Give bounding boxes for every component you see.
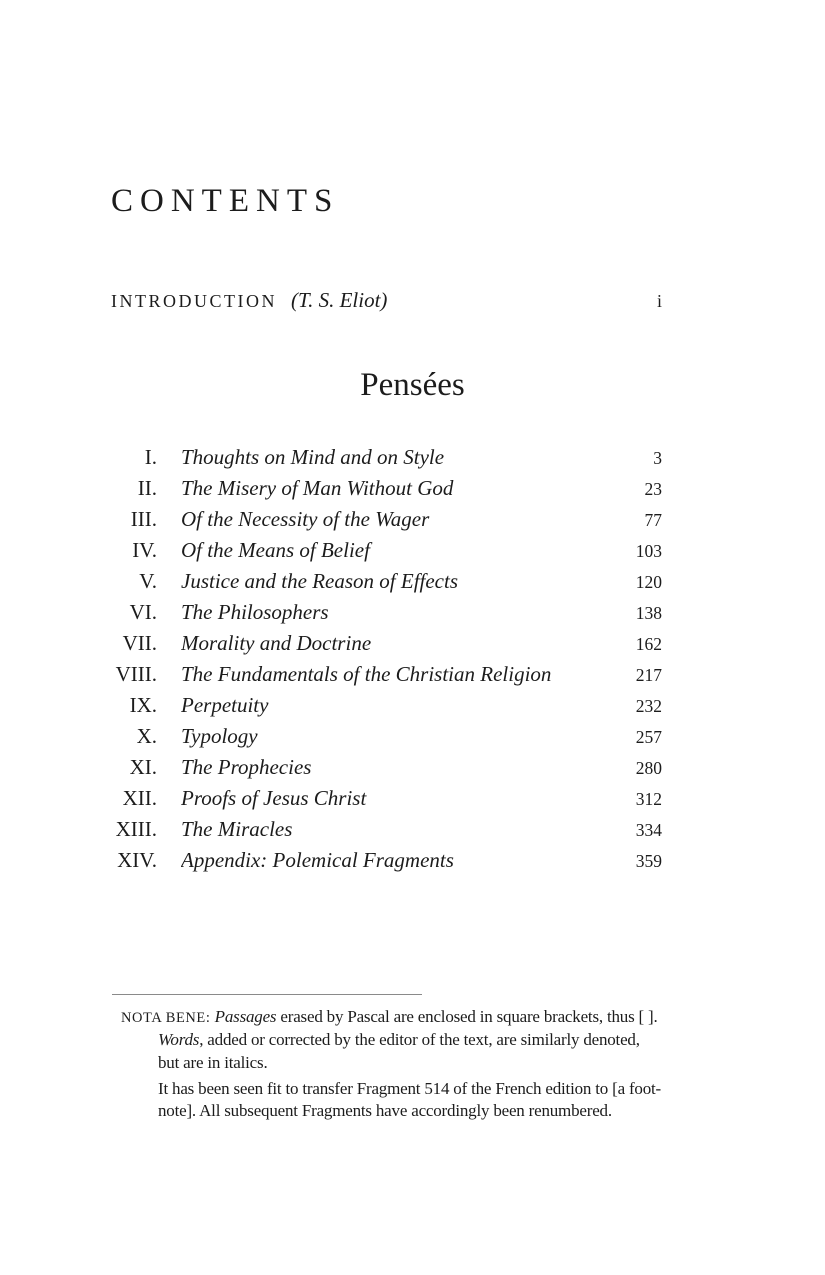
chapter-title: Thoughts on Mind and on Style [181, 445, 445, 469]
chapter-page-number: 217 [635, 665, 662, 685]
toc-row [111, 535, 662, 566]
footnote-line [158, 1052, 661, 1074]
chapter-page-number: 138 [635, 603, 662, 623]
footnote-segment-smallcaps: NOTA BENE: [121, 1010, 215, 1026]
toc-row [111, 845, 662, 876]
toc-row [111, 473, 662, 504]
toc-row [111, 628, 662, 659]
footnote-paragraph [158, 1078, 661, 1123]
chapter-numeral: V. [139, 569, 157, 593]
chapter-numeral: XII. [122, 786, 157, 810]
chapter-title: Of the Means of Belief [181, 538, 370, 562]
footnote-line [158, 1029, 661, 1051]
chapter-title: The Miracles [181, 817, 293, 841]
introduction-label: INTRODUCTION [111, 291, 277, 311]
footnote-segment-normal: erased by Pascal are enclosed in square brackets, thus [ ]. [276, 1007, 658, 1026]
introduction-author: (T. S. Eliot) [290, 288, 388, 312]
chapter-numeral: I. [144, 445, 157, 469]
section-title: Pensées [360, 367, 465, 403]
chapter-numeral: VI. [129, 600, 157, 624]
chapter-numeral: X. [136, 724, 157, 748]
chapter-page-number: 280 [635, 758, 662, 778]
toc-row [111, 597, 662, 628]
footnote-segment-italic: Passages [214, 1007, 277, 1026]
toc-list [111, 442, 662, 876]
toc-row [111, 504, 662, 535]
toc-row [111, 814, 662, 845]
chapter-title: Justice and the Reason of Effects [181, 569, 459, 593]
chapter-page-number: 3 [653, 448, 662, 468]
chapter-title: The Philosophers [181, 600, 329, 624]
chapter-numeral: IX. [129, 693, 157, 717]
footnote-segment-normal: It has been seen fit to transfer Fragment 514 of the French edition to [a foot- [158, 1078, 662, 1098]
chapter-page-number: 120 [635, 572, 662, 592]
footnote-line [158, 1078, 661, 1100]
toc-row [111, 690, 662, 721]
chapter-title: Proofs of Jesus Christ [181, 786, 367, 810]
footnote-segment-normal: but are in italics. [158, 1052, 268, 1072]
footnote-segment-italic: Words [158, 1030, 200, 1050]
chapter-title: Appendix: Polemical Fragments [181, 848, 454, 872]
toc-row [111, 659, 662, 690]
chapter-numeral: VII. [122, 631, 157, 655]
introduction-page-number: i [656, 291, 662, 311]
chapter-title: Morality and Doctrine [181, 631, 372, 655]
toc-row [111, 721, 662, 752]
introduction-entry [111, 288, 662, 313]
chapter-page-number: 23 [644, 479, 662, 499]
footnote [121, 1006, 662, 1122]
toc-row [111, 566, 662, 597]
page-title: CONTENTS [111, 183, 340, 219]
chapter-numeral: XIV. [117, 848, 157, 872]
chapter-page-number: 162 [635, 634, 662, 654]
chapter-numeral: XIII. [115, 817, 157, 841]
chapter-title: Typology [181, 724, 258, 748]
chapter-title: The Misery of Man Without God [181, 476, 454, 500]
chapter-page-number: 334 [635, 820, 662, 840]
chapter-numeral: II. [137, 476, 157, 500]
footnote-rule [112, 994, 422, 995]
chapter-title: The Fundamentals of the Christian Religion [181, 662, 552, 686]
footnote-segment-normal: note]. All subsequent Fragments have accordingly been renumbered. [158, 1101, 612, 1121]
toc-row [111, 752, 662, 783]
chapter-page-number: 103 [635, 541, 662, 561]
chapter-page-number: 232 [635, 696, 662, 716]
footnote-line [121, 1006, 661, 1029]
chapter-page-number: 312 [635, 789, 662, 809]
toc-row [111, 442, 662, 473]
chapter-numeral: IV. [132, 538, 157, 562]
chapter-title: Perpetuity [181, 693, 269, 717]
chapter-numeral: III. [130, 507, 157, 531]
chapter-title: The Prophecies [181, 755, 312, 779]
footnote-line [158, 1100, 661, 1122]
chapter-numeral: XI. [129, 755, 157, 779]
footnote-paragraph [121, 1006, 661, 1074]
chapter-page-number: 359 [635, 851, 662, 871]
chapter-title: Of the Necessity of the Wager [181, 507, 430, 531]
chapter-page-number: 257 [635, 727, 662, 747]
chapter-page-number: 77 [644, 510, 662, 530]
toc-row [111, 783, 662, 814]
chapter-numeral: VIII. [115, 662, 157, 686]
footnote-segment-normal: , added or corrected by the editor of the text, are similarly denoted, [199, 1030, 640, 1050]
